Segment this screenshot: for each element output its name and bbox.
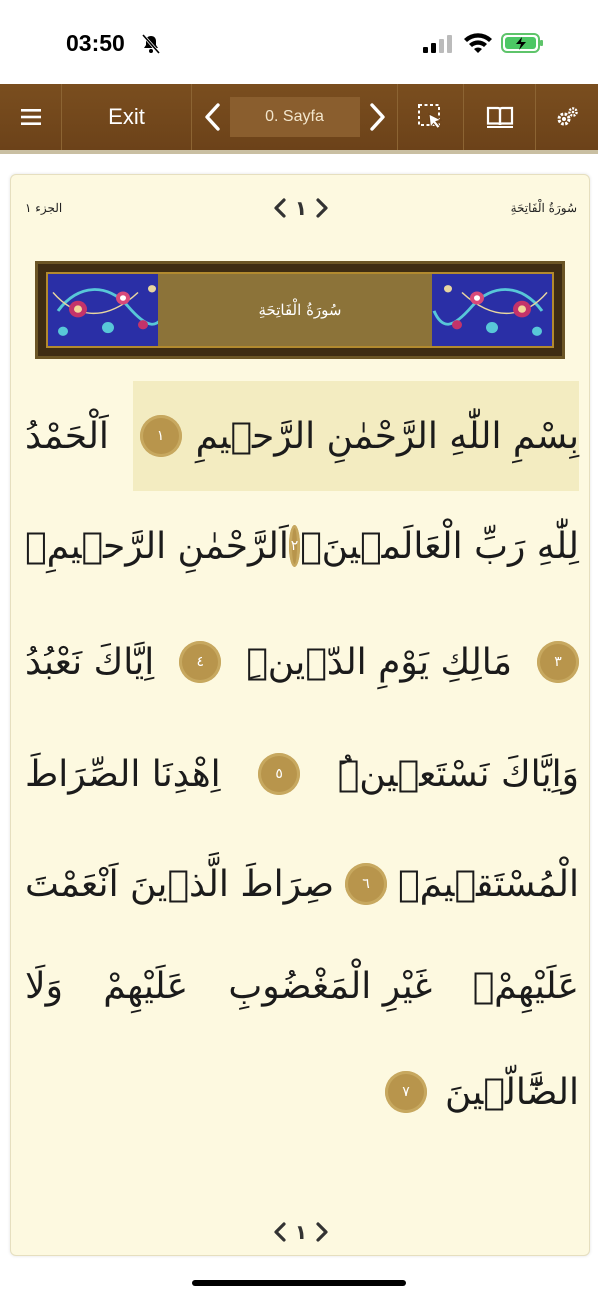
chevron-right-icon[interactable] bbox=[315, 198, 329, 218]
verse-line bbox=[25, 391, 579, 481]
page-pager bbox=[192, 84, 398, 150]
ayah-text[interactable]: بِسْمِ اللّٰهِ الرَّحْمٰنِ الرَّح۪يمِ bbox=[195, 415, 579, 457]
chevron-right-icon[interactable] bbox=[366, 102, 388, 132]
page-nav-top bbox=[11, 193, 591, 223]
ayah-text[interactable]: لِلّٰهِ رَبِّ الْعَالَم۪ينَۙ bbox=[300, 525, 579, 567]
ayah-marker[interactable]: ٧ bbox=[385, 1071, 427, 1113]
menu-button[interactable] bbox=[0, 84, 62, 150]
page-number: ١ bbox=[294, 1220, 308, 1244]
ayah-text[interactable]: اَلْحَمْدُ bbox=[25, 415, 109, 457]
surah-banner bbox=[35, 261, 565, 359]
chevron-left-icon[interactable] bbox=[273, 198, 287, 218]
exit-button[interactable]: Exit bbox=[62, 84, 192, 150]
book-button[interactable] bbox=[464, 84, 536, 150]
bell-muted-icon bbox=[140, 34, 162, 54]
ayah-marker[interactable]: ٦ bbox=[345, 863, 387, 905]
page-nav-bottom bbox=[11, 1217, 591, 1247]
verse-line bbox=[25, 839, 579, 929]
signal-icon bbox=[422, 34, 454, 54]
wifi-icon bbox=[463, 31, 493, 55]
ayah-text[interactable]: اِهْدِنَا الصِّرَاطَ bbox=[25, 753, 221, 795]
verse-line bbox=[25, 941, 579, 1031]
ayah-marker[interactable]: ٣ bbox=[537, 641, 579, 683]
banner-title: سُورَةُ الْفَاتِحَةِ bbox=[158, 274, 442, 346]
verse-line bbox=[25, 617, 579, 707]
ayah-text[interactable]: غَيْرِ الْمَغْضُوبِ bbox=[228, 965, 433, 1007]
battery-charging-icon bbox=[501, 31, 545, 55]
floral-ornament-icon bbox=[48, 274, 168, 346]
ayah-text[interactable]: وَاِيَّاكَ نَسْتَع۪ينُۜ bbox=[337, 753, 579, 795]
toolbar bbox=[0, 84, 598, 154]
verse-line bbox=[25, 729, 579, 819]
page-number: ١ bbox=[294, 196, 308, 220]
open-book-icon bbox=[486, 105, 514, 129]
ayah-text[interactable]: الْمُسْتَق۪يمَۙ bbox=[397, 863, 579, 905]
home-indicator[interactable] bbox=[192, 1280, 406, 1286]
settings-button[interactable] bbox=[536, 84, 598, 150]
surah-header-label: سُورَةُ الْفَاتِحَةِ bbox=[510, 201, 577, 215]
chevron-left-icon[interactable] bbox=[273, 1222, 287, 1242]
ayah-marker[interactable]: ١ bbox=[140, 415, 182, 457]
status-time: 03:50 bbox=[66, 30, 125, 56]
ayah-text[interactable]: وَلَا bbox=[25, 965, 63, 1007]
ayah-marker[interactable]: ٥ bbox=[258, 753, 300, 795]
ayah-text[interactable]: مَالِكِ يَوْمِ الدّ۪ينِۜ bbox=[246, 641, 513, 683]
hamburger-icon bbox=[21, 109, 41, 125]
chevron-left-icon[interactable] bbox=[202, 102, 224, 132]
ayah-marker[interactable]: ٤ bbox=[179, 641, 221, 683]
ayah-text[interactable]: عَلَيْهِمْ bbox=[103, 965, 189, 1007]
ayah-text[interactable]: الضَّٓالّ۪ينَ bbox=[445, 1071, 579, 1113]
gears-icon bbox=[555, 106, 579, 128]
juz-label: الجزء ١ bbox=[25, 201, 63, 215]
ayah-marker[interactable]: ٢ bbox=[289, 525, 300, 567]
floral-ornament-icon bbox=[432, 274, 552, 346]
ayah-text[interactable]: اَلرَّحْمٰنِ الرَّح۪يمِۙ bbox=[25, 525, 289, 567]
status-bar bbox=[0, 0, 598, 84]
ayah-text[interactable]: عَلَيْهِمْۙ bbox=[472, 965, 579, 1007]
page-indicator[interactable]: 0. Sayfa bbox=[230, 97, 360, 137]
selection-cursor-icon bbox=[417, 103, 445, 131]
chevron-right-icon[interactable] bbox=[315, 1222, 329, 1242]
verse-line bbox=[25, 1047, 579, 1137]
verse-line bbox=[25, 501, 579, 591]
ayah-text[interactable]: صِرَاطَ الَّذ۪ينَ اَنْعَمْتَ bbox=[25, 863, 335, 905]
ayah-text[interactable]: اِيَّاكَ نَعْبُدُ bbox=[25, 641, 155, 683]
select-mode-button[interactable] bbox=[398, 84, 464, 150]
quran-page bbox=[10, 174, 590, 1256]
